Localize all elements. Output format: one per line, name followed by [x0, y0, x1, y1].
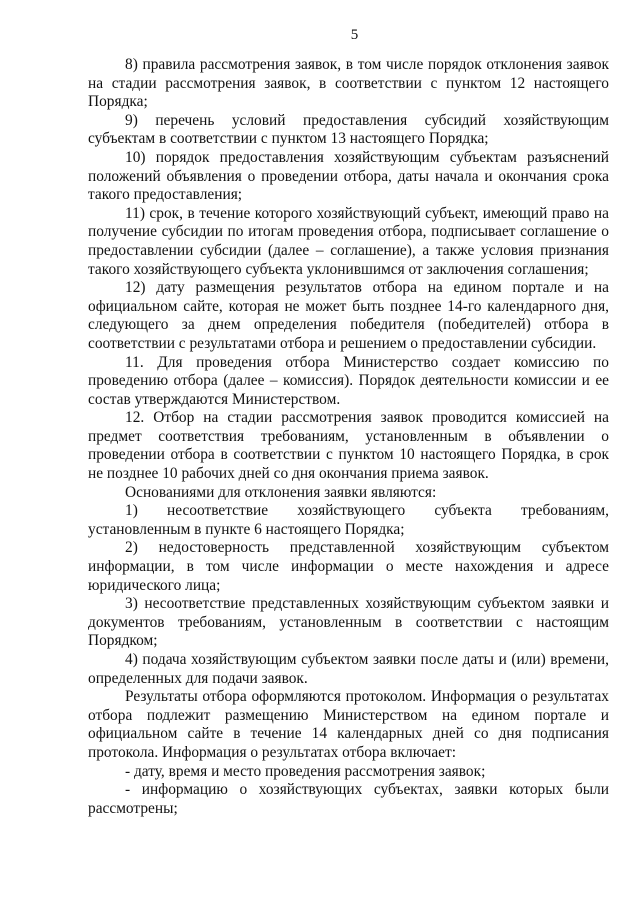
paragraph-item-11: 11) срок, в течение которого хозяйствующий субъект, имеющий право на получение субсидии по итогам проведения отбора, подписывает соглашение о предоставлении субсидии (далее – соглашение), а также условия признания такого хозяйствующего субъекта уклонившимся от заключения соглашения;: [88, 204, 609, 278]
paragraph-item-9: 9) перечень условий предоставления субсидий хозяйствующим субъектам в соответствии с пунктом 13 настоящего Порядка;: [88, 111, 609, 148]
paragraph-item-8: 8) правила рассмотрения заявок, в том числе порядок отклонения заявок на стадии рассмотрения заявок, в соответствии с пунктом 12 настоящего Порядка;: [88, 56, 609, 111]
paragraph-ground-3: 3) несоответствие представленных хозяйствующим субъектом заявки и документов требованиям, установленным в соответствии с настоящим Порядком;: [88, 595, 609, 650]
paragraph-item-12: 12) дату размещения результатов отбора на едином портале и на официальном сайте, которая не может быть позднее 14-го календарного дня, следующего за днем определения победителя (победителей) отбора в соответствии с результатами отбора и решением о предоставлении субсидии.: [88, 279, 609, 352]
paragraph-ground-2: 2) недостоверность представленной хозяйствующим субъектом информации, в том числе информации о месте нахождения и адресе юридического лица;: [88, 539, 609, 594]
paragraph-results-item-2: - информацию о хозяйствующих субъектах, заявки которых были рассмотрены;: [88, 781, 609, 817]
paragraph-results: Результаты отбора оформляются протоколом. Информация о результатах отбора подлежит размещению Министерством на едином портале и официальном сайте в течение 14 календарных дней со дня подписания протокола. Информация о результатах отбора включает:: [88, 688, 609, 761]
page-number: 5: [350, 27, 359, 43]
paragraph-rejection-grounds: Основаниями для отклонения заявки являются:: [125, 483, 437, 501]
paragraph-ground-4: 4) подача хозяйствующим субъектом заявки после даты и (или) времени, определенных для подачи заявок.: [88, 651, 609, 687]
paragraph-results-item-1: - дату, время и место проведения рассмотрения заявок;: [125, 762, 486, 780]
paragraph-section-12: 12. Отбор на стадии рассмотрения заявок проводится комиссией на предмет соответствия требованиям, установленным в объявлении о проведении отбора в соответствии с пунктом 10 настоящего Порядка, в срок не позднее 10 рабочих дней со дня окончания приема заявок.: [88, 409, 609, 483]
paragraph-section-11: 11. Для проведения отбора Министерство создает комиссию по проведению отбора (далее – комиссия). Порядок деятельности комиссии и ее состав утверждаются Министерством.: [88, 353, 609, 408]
paragraph-item-10: 10) порядок предоставления хозяйствующим субъектам разъяснений положений объявления о проведении отбора, даты начала и окончания срока такого предоставления;: [88, 148, 609, 204]
paragraph-ground-1: 1) несоответствие хозяйствующего субъекта требованиям, установленным в пункте 6 настоящего Порядка;: [88, 502, 609, 538]
